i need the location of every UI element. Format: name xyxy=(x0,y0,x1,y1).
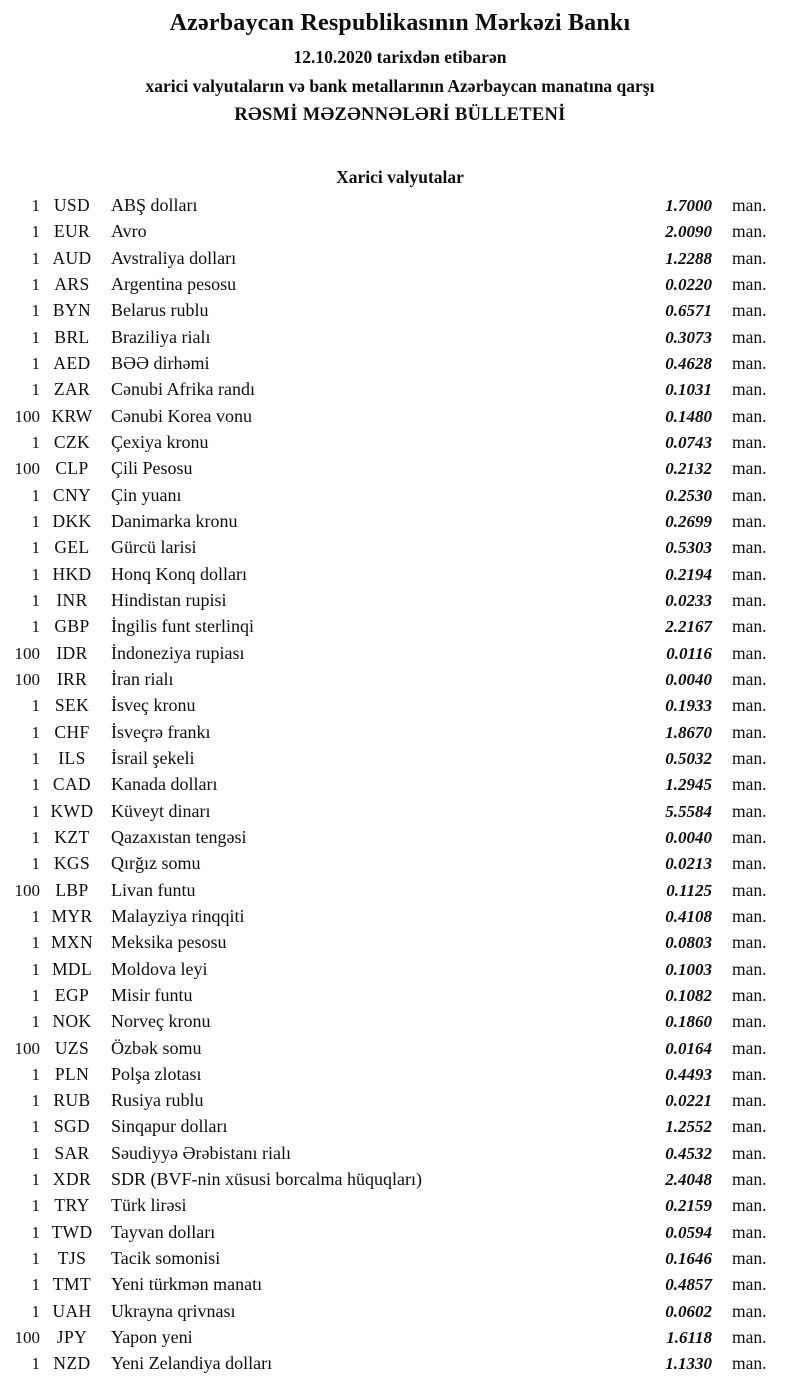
currency-rate: 0.2132 xyxy=(665,459,712,479)
currency-rate: 0.0233 xyxy=(665,590,712,610)
currency-qty: 1 xyxy=(31,380,40,400)
table-row xyxy=(0,564,800,590)
rate-unit: man. xyxy=(732,273,767,294)
currency-rate: 0.0220 xyxy=(665,274,712,294)
currency-qty: 1 xyxy=(31,196,40,215)
currency-code: EUR xyxy=(53,221,91,242)
currency-qty: 1 xyxy=(31,301,40,321)
bulletin-title-line: RƏSMİ MƏZƏNNƏLƏRİ BÜLLETENİ xyxy=(234,105,566,125)
table-row xyxy=(0,1274,800,1300)
currency-qty: 1 xyxy=(31,1275,40,1295)
currency-name: Cənubi Afrika randı xyxy=(111,379,255,400)
rate-unit: man. xyxy=(732,1011,767,1032)
currency-code: CHF xyxy=(54,721,90,742)
currency-code: NZD xyxy=(53,1353,91,1374)
rate-unit: man. xyxy=(732,1169,767,1190)
currency-name: Yeni Zelandiya dolları xyxy=(111,1353,273,1374)
currency-table xyxy=(0,195,800,1380)
rate-unit: man. xyxy=(732,747,767,768)
currency-rate: 0.1933 xyxy=(665,696,712,716)
currency-rate: 0.5303 xyxy=(665,538,712,558)
currency-rate: 0.0040 xyxy=(665,827,712,847)
rate-unit: man. xyxy=(732,1063,767,1084)
currency-qty: 100 xyxy=(14,1328,40,1348)
currency-rate: 0.1480 xyxy=(665,406,712,426)
currency-code: SEK xyxy=(54,695,90,716)
currency-name: Hindistan rupisi xyxy=(111,589,227,610)
rate-unit: man. xyxy=(732,195,767,215)
currency-qty: 1 xyxy=(31,1196,40,1216)
table-row xyxy=(0,1038,800,1064)
currency-name: Gürcü larisi xyxy=(111,537,197,558)
currency-code: KZT xyxy=(54,826,90,847)
currency-qty: 1 xyxy=(31,801,40,821)
currency-qty: 1 xyxy=(31,854,40,874)
table-row xyxy=(0,959,800,985)
currency-qty: 100 xyxy=(14,459,40,479)
currency-rate: 0.0040 xyxy=(665,669,712,689)
table-row xyxy=(0,985,800,1011)
currency-code: AUD xyxy=(52,247,92,268)
table-row xyxy=(0,248,800,274)
currency-name: SDR (BVF-nin xüsusi borcalma hüquqları) xyxy=(111,1169,422,1190)
currency-code: KWD xyxy=(50,800,94,821)
currency-code: BRL xyxy=(54,326,90,347)
table-row xyxy=(0,1248,800,1274)
currency-qty: 1 xyxy=(31,353,40,373)
currency-name: İndoneziya rupiası xyxy=(111,642,245,663)
currency-rate: 1.2552 xyxy=(665,1117,712,1137)
table-row xyxy=(0,827,800,853)
rate-unit: man. xyxy=(732,1090,767,1111)
currency-qty: 1 xyxy=(31,1143,40,1163)
currency-qty: 100 xyxy=(14,643,40,663)
rate-unit: man. xyxy=(732,563,767,584)
currency-name: Belarus rublu xyxy=(111,300,209,321)
currency-qty: 1 xyxy=(31,274,40,294)
table-row xyxy=(0,932,800,958)
currency-rate: 1.6118 xyxy=(666,1328,712,1348)
currency-code: XDR xyxy=(52,1169,92,1190)
rate-unit: man. xyxy=(732,379,767,400)
currency-code: AED xyxy=(53,352,91,373)
currency-name: Argentina pesosu xyxy=(111,273,237,294)
currency-name: Norveç kronu xyxy=(111,1011,211,1032)
currency-rate: 1.2945 xyxy=(665,775,712,795)
table-row xyxy=(0,432,800,458)
currency-name: İran rialı xyxy=(111,668,174,689)
currency-qty: 100 xyxy=(14,880,40,900)
currency-code: GBP xyxy=(54,616,90,637)
currency-qty: 1 xyxy=(31,1170,40,1190)
currency-name: İsrail şekeli xyxy=(111,747,195,768)
currency-code: INR xyxy=(56,589,88,610)
rate-unit: man. xyxy=(732,1195,767,1216)
currency-name: Çexiya kronu xyxy=(111,431,209,452)
rate-unit: man. xyxy=(732,589,767,610)
rate-unit: man. xyxy=(732,352,767,373)
subject-line: xarici valyutaların və bank metallarının Azərbaycan manatına qarşı xyxy=(145,76,655,96)
currency-code: TWD xyxy=(51,1221,93,1242)
currency-code: SGD xyxy=(53,1116,91,1137)
currency-rate: 5.5584 xyxy=(665,801,712,821)
currency-code: ARS xyxy=(54,273,90,294)
table-row xyxy=(0,327,800,353)
currency-rate: 0.4532 xyxy=(665,1143,712,1163)
section-title-foreign-currencies: Xarici valyutalar xyxy=(336,167,464,187)
currency-rate: 0.1646 xyxy=(665,1249,712,1269)
currency-qty: 1 xyxy=(31,906,40,926)
currency-name: Braziliya rialı xyxy=(111,326,211,347)
currency-rate: 0.0602 xyxy=(665,1301,712,1321)
currency-rate: 0.0221 xyxy=(665,1091,712,1111)
rate-unit: man. xyxy=(732,326,767,347)
table-row xyxy=(0,406,800,432)
rate-unit: man. xyxy=(732,879,767,900)
currency-rate: 0.4857 xyxy=(665,1275,712,1295)
table-row xyxy=(0,379,800,405)
table-row xyxy=(0,1301,800,1327)
currency-rate: 0.0803 xyxy=(665,933,712,953)
currency-rate: 0.2530 xyxy=(665,485,712,505)
currency-code: TJS xyxy=(57,1248,87,1269)
currency-code: IDR xyxy=(56,642,88,663)
currency-qty: 1 xyxy=(31,511,40,531)
rate-unit: man. xyxy=(732,853,767,874)
rate-unit: man. xyxy=(732,905,767,926)
currency-rate: 0.1003 xyxy=(665,959,712,979)
table-row xyxy=(0,906,800,932)
currency-qty: 100 xyxy=(14,1038,40,1058)
table-row xyxy=(0,274,800,300)
currency-qty: 1 xyxy=(31,959,40,979)
currency-qty: 1 xyxy=(31,827,40,847)
currency-rate: 2.0090 xyxy=(665,222,712,242)
rate-unit: man. xyxy=(732,1142,767,1163)
currency-name: Avstraliya dolları xyxy=(111,247,237,268)
currency-name: Avro xyxy=(111,221,147,242)
currency-name: Rusiya rublu xyxy=(111,1090,204,1111)
currency-qty: 1 xyxy=(31,564,40,584)
currency-rate: 2.2167 xyxy=(665,617,712,637)
currency-code: MYR xyxy=(51,905,93,926)
currency-name: İsveç kronu xyxy=(111,695,196,716)
currency-qty: 1 xyxy=(31,1249,40,1269)
currency-rate: 0.1031 xyxy=(665,380,712,400)
currency-name: Meksika pesosu xyxy=(111,932,227,953)
currency-rate: 1.7000 xyxy=(665,196,712,215)
currency-code: ZAR xyxy=(53,379,91,400)
currency-code: BYN xyxy=(52,300,92,321)
table-row xyxy=(0,1195,800,1221)
rate-unit: man. xyxy=(732,695,767,716)
currency-rate: 1.2288 xyxy=(665,248,712,268)
rate-unit: man. xyxy=(732,300,767,321)
currency-qty: 1 xyxy=(31,485,40,505)
table-row xyxy=(0,616,800,642)
currency-qty: 100 xyxy=(14,669,40,689)
table-row xyxy=(0,880,800,906)
currency-qty: 1 xyxy=(31,1354,40,1374)
currency-rate: 0.5032 xyxy=(665,748,712,768)
rate-unit: man. xyxy=(732,1327,767,1348)
currency-code: IRR xyxy=(56,668,88,689)
table-row xyxy=(0,853,800,879)
currency-code: HKD xyxy=(52,563,92,584)
currency-code: PLN xyxy=(54,1063,90,1084)
currency-code: MXN xyxy=(50,932,94,953)
table-row xyxy=(0,195,800,221)
currency-name: Honq Konq dolları xyxy=(111,563,247,584)
currency-name: İngilis funt sterlinqi xyxy=(111,616,254,637)
currency-rate: 0.0594 xyxy=(665,1222,712,1242)
currency-qty: 1 xyxy=(31,617,40,637)
currency-code: GEL xyxy=(54,537,90,558)
rate-unit: man. xyxy=(732,431,767,452)
currency-rate: 0.1860 xyxy=(665,1012,712,1032)
table-row xyxy=(0,537,800,563)
table-row xyxy=(0,801,800,827)
currency-name: Cənubi Korea vonu xyxy=(111,405,252,426)
currency-qty: 1 xyxy=(31,248,40,268)
currency-rate: 0.4493 xyxy=(665,1064,712,1084)
currency-qty: 1 xyxy=(31,985,40,1005)
currency-rate: 2.4048 xyxy=(665,1170,712,1190)
currency-code: KRW xyxy=(51,405,93,426)
table-row xyxy=(0,643,800,669)
currency-code: CZK xyxy=(53,431,91,452)
currency-code: SAR xyxy=(54,1142,90,1163)
currency-qty: 1 xyxy=(31,327,40,347)
currency-code: JPY xyxy=(56,1327,88,1348)
table-row xyxy=(0,353,800,379)
rate-unit: man. xyxy=(732,484,767,505)
table-row xyxy=(0,590,800,616)
rate-unit: man. xyxy=(732,1116,767,1137)
currency-code: ILS xyxy=(58,747,86,768)
rate-unit: man. xyxy=(732,1248,767,1269)
currency-rate: 0.2699 xyxy=(665,511,712,531)
table-row xyxy=(0,1353,800,1379)
table-row xyxy=(0,722,800,748)
currency-code: EGP xyxy=(54,984,90,1005)
currency-code: CNY xyxy=(52,484,92,505)
currency-code: RUB xyxy=(53,1090,91,1111)
currency-qty: 1 xyxy=(31,1222,40,1242)
currency-rate: 0.0164 xyxy=(665,1038,712,1058)
currency-name: Tacik somonisi xyxy=(111,1248,221,1269)
currency-name: Çin yuanı xyxy=(111,484,182,505)
currency-rate: 0.0743 xyxy=(665,432,712,452)
rate-unit: man. xyxy=(732,826,767,847)
currency-name: Moldova leyi xyxy=(111,958,208,979)
currency-name: Qazaxıstan tengəsi xyxy=(111,826,247,847)
table-row xyxy=(0,669,800,695)
currency-rate: 0.0116 xyxy=(666,643,712,663)
currency-name: Küveyt dinarı xyxy=(111,800,211,821)
currency-rate: 0.1125 xyxy=(666,880,712,900)
currency-qty: 1 xyxy=(31,1091,40,1111)
currency-rate: 0.6571 xyxy=(665,301,712,321)
table-row xyxy=(0,1116,800,1142)
currency-name: BƏƏ dirhəmi xyxy=(111,352,210,373)
currency-name: Polşa zlotası xyxy=(111,1063,202,1084)
table-row xyxy=(0,1327,800,1353)
currency-qty: 1 xyxy=(31,696,40,716)
currency-qty: 100 xyxy=(14,406,40,426)
rate-unit: man. xyxy=(732,247,767,268)
rate-unit: man. xyxy=(732,642,767,663)
currency-code: NOK xyxy=(52,1011,92,1032)
currency-qty: 1 xyxy=(31,1012,40,1032)
currency-name: ABŞ dolları xyxy=(111,195,198,215)
rate-unit: man. xyxy=(732,221,767,242)
rate-unit: man. xyxy=(732,1274,767,1295)
table-row xyxy=(0,1064,800,1090)
rate-unit: man. xyxy=(732,774,767,795)
table-row xyxy=(0,774,800,800)
rate-unit: man. xyxy=(732,958,767,979)
currency-rate: 0.2159 xyxy=(665,1196,712,1216)
currency-rate: 0.1082 xyxy=(665,985,712,1005)
rate-unit: man. xyxy=(732,1300,767,1321)
document-title: Azərbaycan Respublikasının Mərkəzi Bankı xyxy=(169,10,631,36)
currency-name: İsveçrə frankı xyxy=(111,721,211,742)
currency-rate: 0.0213 xyxy=(665,854,712,874)
rate-unit: man. xyxy=(732,1221,767,1242)
rate-unit: man. xyxy=(732,668,767,689)
currency-qty: 1 xyxy=(31,933,40,953)
currency-code: MDL xyxy=(51,958,93,979)
currency-code: KGS xyxy=(53,853,91,874)
currency-name: Livan funtu xyxy=(111,879,196,900)
currency-name: Ukrayna qrivnası xyxy=(111,1300,236,1321)
currency-name: Sinqapur dolları xyxy=(111,1116,228,1137)
currency-name: Kanada dolları xyxy=(111,774,218,795)
table-row xyxy=(0,458,800,484)
table-row xyxy=(0,1222,800,1248)
currency-qty: 1 xyxy=(31,1301,40,1321)
currency-qty: 1 xyxy=(31,222,40,242)
rate-unit: man. xyxy=(732,510,767,531)
table-row xyxy=(0,1143,800,1169)
currency-code: CAD xyxy=(52,774,92,795)
table-row xyxy=(0,1169,800,1195)
table-row xyxy=(0,1011,800,1037)
currency-rate: 1.8670 xyxy=(665,722,712,742)
effective-date-line: 12.10.2020 tarixdən etibarən xyxy=(293,47,507,67)
rate-unit: man. xyxy=(732,458,767,479)
currency-qty: 1 xyxy=(31,775,40,795)
currency-code: UZS xyxy=(54,1037,90,1058)
currency-qty: 1 xyxy=(31,432,40,452)
currency-code: TMT xyxy=(52,1274,92,1295)
currency-qty: 1 xyxy=(31,590,40,610)
currency-name: Türk lirəsi xyxy=(111,1195,187,1216)
currency-name: Qırğız somu xyxy=(111,853,201,874)
currency-name: Yapon yeni xyxy=(111,1327,193,1348)
currency-rate: 1.1330 xyxy=(665,1354,712,1374)
table-row xyxy=(0,221,800,247)
currency-code: CLP xyxy=(55,458,89,479)
currency-name: Səudiyyə Ərəbistanı rialı xyxy=(111,1142,291,1163)
rate-unit: man. xyxy=(732,721,767,742)
currency-code: LBP xyxy=(55,879,89,900)
table-row xyxy=(0,485,800,511)
rate-unit: man. xyxy=(732,1037,767,1058)
currency-qty: 1 xyxy=(31,1064,40,1084)
currency-rate: 0.2194 xyxy=(665,564,712,584)
currency-qty: 1 xyxy=(31,538,40,558)
table-row xyxy=(0,1090,800,1116)
currency-code: DKK xyxy=(52,510,92,531)
currency-name: Çili Pesosu xyxy=(111,458,193,479)
currency-rate: 0.4628 xyxy=(665,353,712,373)
currency-name: Tayvan dolları xyxy=(111,1221,216,1242)
currency-rate: 0.3073 xyxy=(665,327,712,347)
currency-name: Misir funtu xyxy=(111,984,193,1005)
rate-unit: man. xyxy=(732,405,767,426)
table-row xyxy=(0,695,800,721)
table-row xyxy=(0,511,800,537)
document-header xyxy=(0,8,800,126)
rate-unit: man. xyxy=(732,537,767,558)
currency-rate: 0.4108 xyxy=(665,906,712,926)
rate-unit: man. xyxy=(732,800,767,821)
rate-unit: man. xyxy=(732,932,767,953)
table-row xyxy=(0,748,800,774)
rate-unit: man. xyxy=(732,1353,767,1374)
currency-name: Özbək somu xyxy=(111,1037,202,1058)
currency-name: Danimarka kronu xyxy=(111,510,238,531)
currency-code: UAH xyxy=(52,1300,92,1321)
rate-unit: man. xyxy=(732,616,767,637)
table-row xyxy=(0,300,800,326)
currency-code: USD xyxy=(53,195,91,215)
currency-name: Malayziya rinqqiti xyxy=(111,905,245,926)
currency-qty: 1 xyxy=(31,748,40,768)
currency-name: Yeni türkmən manatı xyxy=(111,1274,263,1295)
currency-qty: 1 xyxy=(31,722,40,742)
currency-qty: 1 xyxy=(31,1117,40,1137)
rate-unit: man. xyxy=(732,984,767,1005)
currency-code: TRY xyxy=(54,1195,90,1216)
